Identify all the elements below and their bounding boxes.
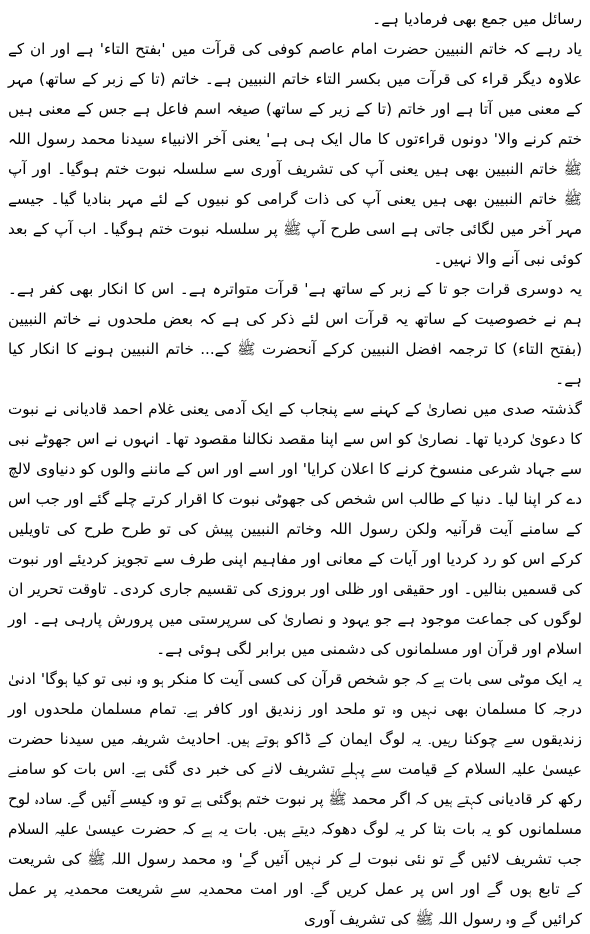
paragraph-continuation: رسائل میں جمع بھی فرمادیا ہے۔ bbox=[372, 10, 582, 28]
paragraph-qadiani-claim: گذشتہ صدی میں نصاریٰ کے کہنے سے پنجاب کے ایک آدمی یعنی غلام احمد قادیانی نے نبوت کا دعویٰ کردیا تھا۔ نصاریٰ کو اس سے اپنا مقصد نکالنا مقصود تھا۔ انہوں نے اس جھوٹے نبی سے جہاد شرعی منسوخ کرنے کا اعلان کرایا' اور اسے اور اس کے ماننے والوں کو دنیاوی لالچ دے کر اپنا لیا۔ دنیا کے طالب اس شخص کی جھوٹی نبوت کا اقرار کرتے چلے گئے اور جب اس کے سامنے آیت قرآنیہ ولکن رسول اللہ وخاتم النبیین پیش کی تو طرح طرح کی تاویلیں کرکے اس کو رد کردیا اور آیات کے معانی اور مفاہیم اپنی طرف سے تجویز کردیئے اور نبوت کی قسمیں بنالیں۔ اور حقیقی اور ظلی اور بروزی کی تقسیم جاری کردی۔ تاوقت تحریر ان لوگوں کی جماعت موجود ہے جو یہود و نصاریٰ کی سرپرستی میں پرورش پارہی ہے۔ اور اسلام اور قرآن اور مسلمانوں کی دشمنی میں برابر لگی ہوئی ہے۔ bbox=[8, 400, 582, 658]
paragraph-khatam-recitations: یاد رہے کہ خاتم النبیین حضرت امام عاصم کوفی کی قرآت میں 'بفتح التاء' ہے اور ان کے علاوہ دیگر قراء کی قرآت میں بکسر التاء خاتم النبیین ہے۔ خاتم (تا کے زبر کے ساتھ) مہر کے معنی میں آتا ہے اور خاتم (تا کے زیر کے ساتھ) صیغہ اسم فاعل ہے جس کے معنی ہیں ختم کرنے والا' دونوں قراءتوں کا مال ایک ہی ہے' یعنی آخر الانبیاء سیدنا محمد رسول اللہ ﷺ خاتم النبیین بھی ہیں یعنی آپ کی تشریف آوری سے سلسلہ نبوت ختم ہوگیا۔ اور آپ ﷺ خاتم النبیین بھی ہیں یعنی آپ کی ذات گرامی کو نبیوں کے لئے مہر بنادیا گیا۔ جیسے مہر آخر میں لگائی جاتی ہے اسی طرح آپ ﷺ پر سلسلہ نبوت ختم ہوگیا۔ اب آپ کے بعد کوئی نبی آنے والا نہیں۔ bbox=[8, 40, 582, 268]
paragraph-second-recitation: یہ دوسری قرات جو تا کے زبر کے ساتھ ہے' قرآت متواترہ ہے۔ اس کا انکار بھی کفر ہے۔ ہم نے خصوصیت کے ساتھ یہ قرآت اس لئے ذکر کی ہے کہ بعض ملحدوں نے خاتم النبیین (بفتح التاء) کا ترجمہ افضل النبیین کرکے آنحضرت ﷺ کے... خاتم النبیین ہونے کا انکار کیا ہے۔ bbox=[8, 280, 582, 388]
paragraph-isa-return: یہ ایک موٹی سی بات ہے کہ جو شخص قرآن کی کسی آیت کا منکر ہو وہ نبی تو کیا ہوگا' ادنیٰ درجہ کا مسلمان بھی نہیں وہ تو ملحد اور زندیق اور کافر ہے۔ تمام مسلمان ملحدوں اور زندیقوں سے چوکنا رہیں۔ یہ لوگ ایمان کے ڈاکو ہوتے ہیں۔ احادیث شریفہ میں سیدنا حضرت عیسیٰ علیہ السلام کے قیامت سے پہلے تشریف لانے کی خبر دی گئی ہے۔ اس بات کو سامنے رکھ کر قادیانی کہتے ہیں کہ اگر محمد ﷺ پر نبوت ختم ہوگئی ہے تو وہ کیسے آئیں گے۔ سادہ لوح مسلمانوں کو یہ بات بتا کر یہ لوگ دھوکہ دیتے ہیں۔ بات یہ ہے کہ حضرت عیسیٰ علیہ السلام جب تشریف لائیں گے تو نئی نبوت لے کر نہیں آئیں گے' وہ محمد رسول اللہ ﷺ کی شریعت کے تابع ہوں گے اور اس پر عمل کریں گے۔ اور امت محمدیہ سے شریعت محمدیہ پر عمل کرائیں گے وہ رسول اللہ ﷺ کی تشریف آوری bbox=[8, 670, 582, 928]
